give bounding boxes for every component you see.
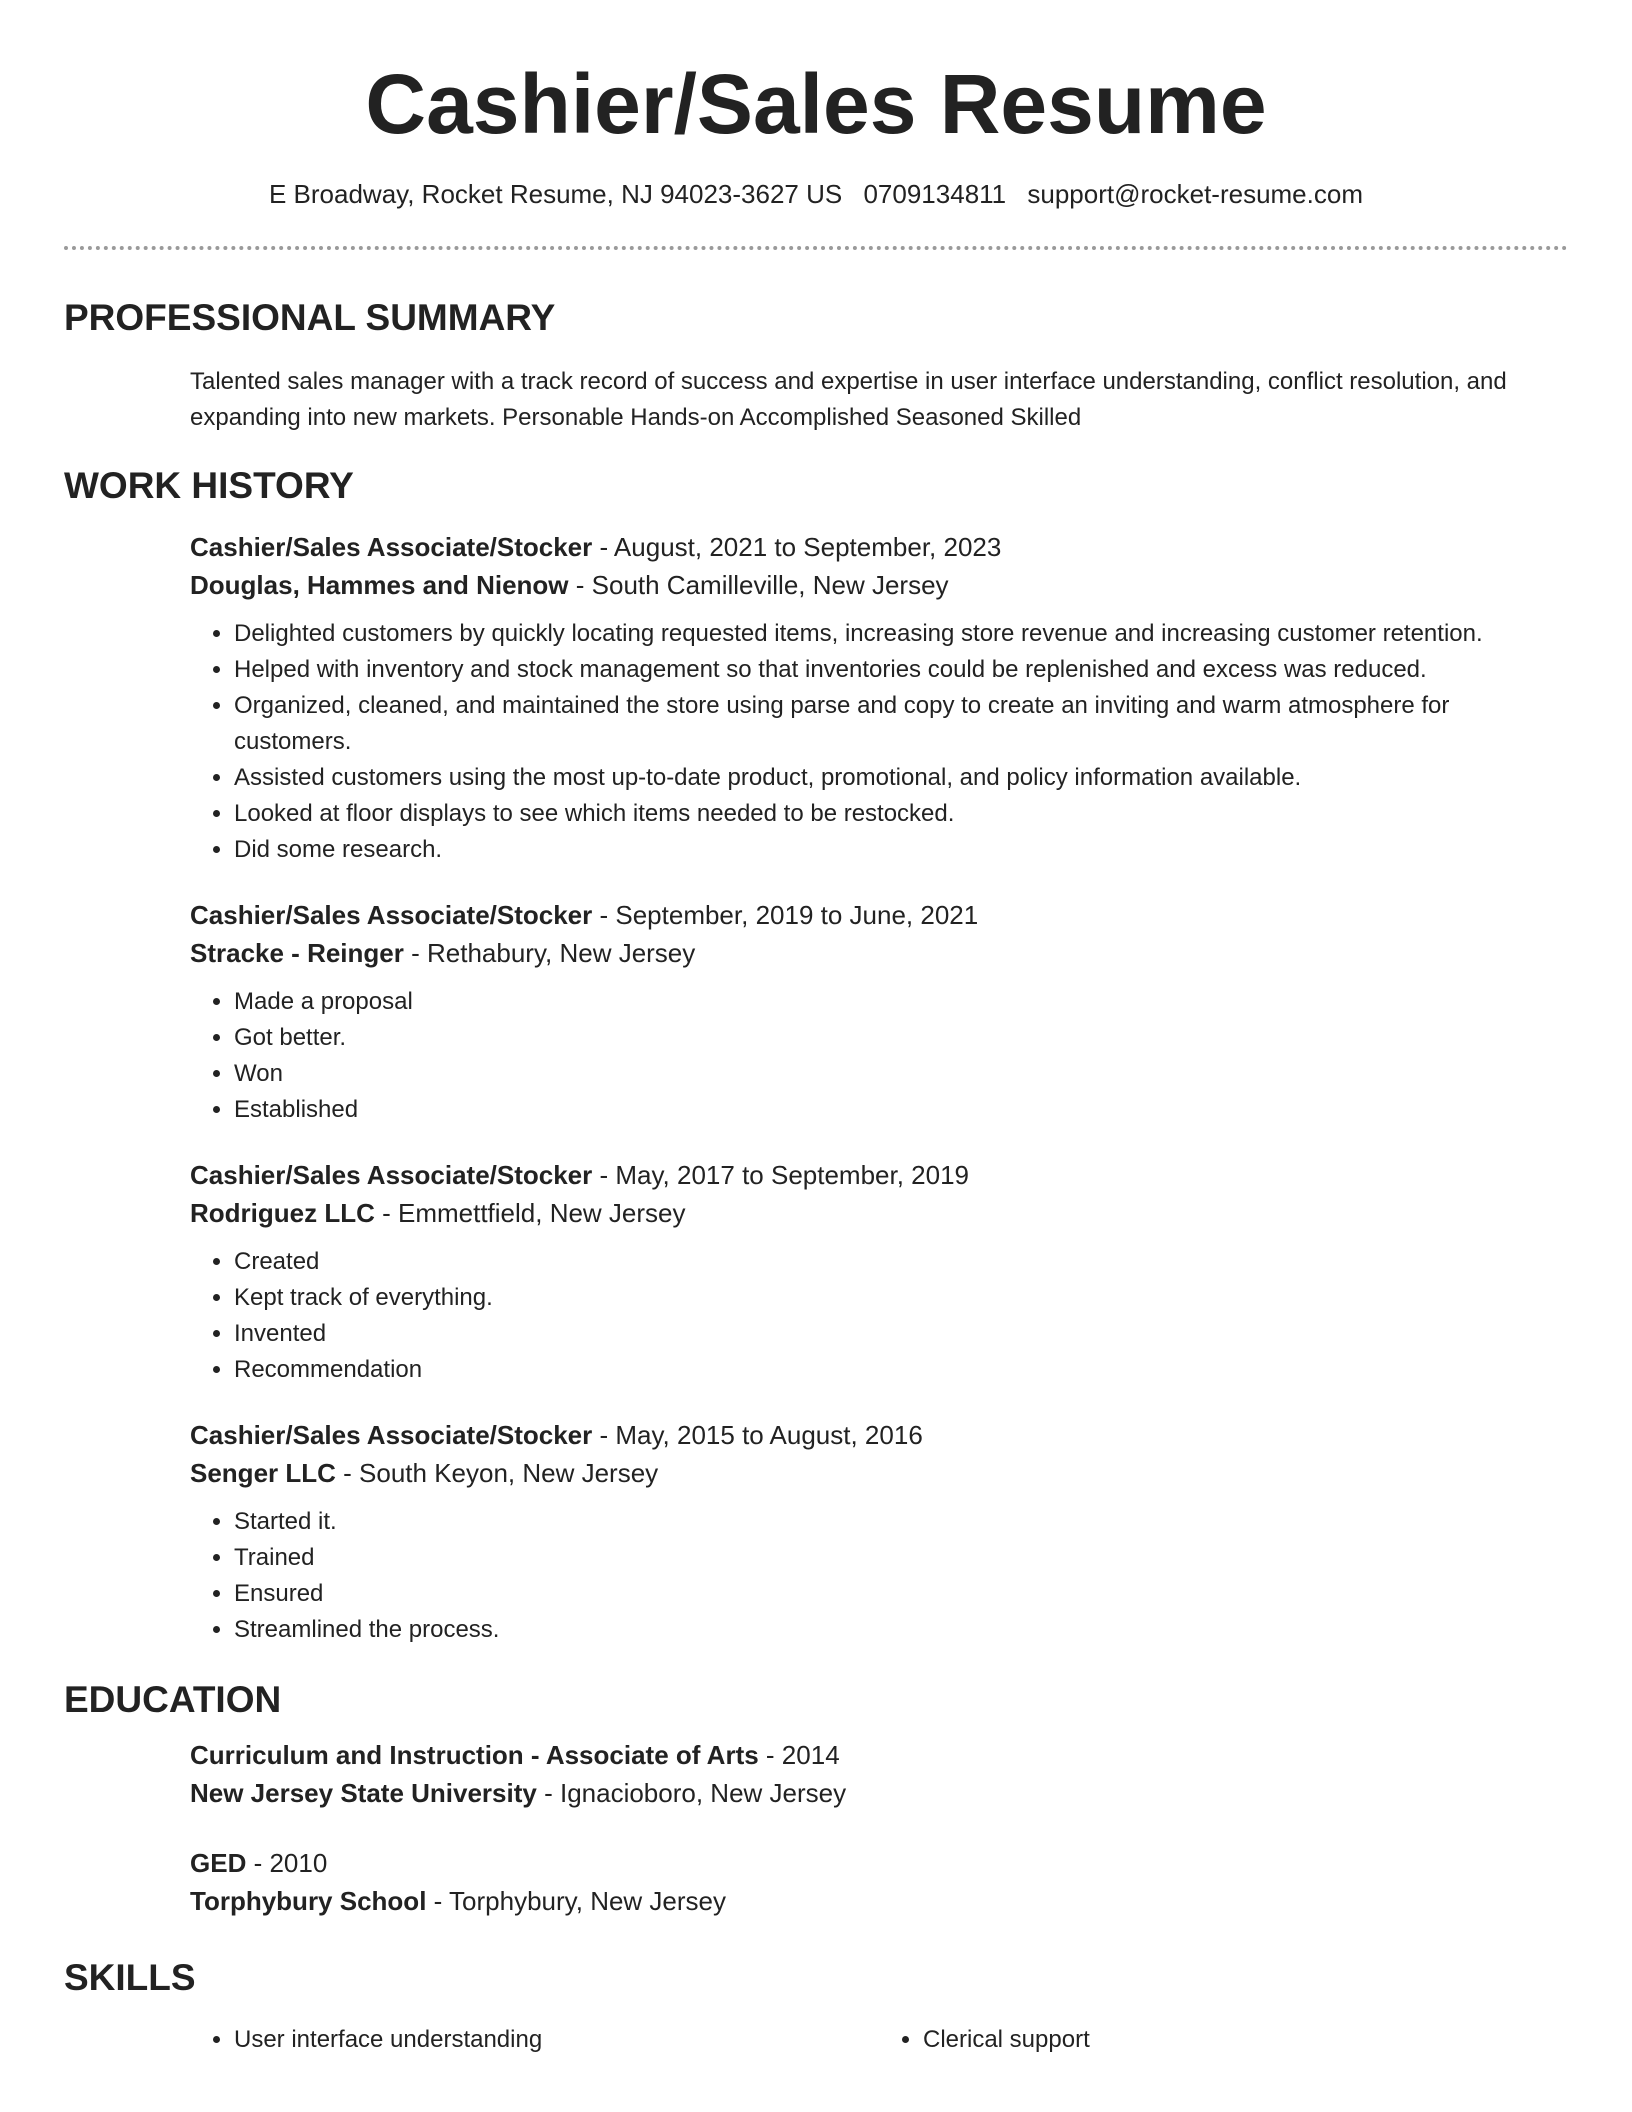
contact-phone: 0709134811 [863,179,1007,209]
education-entry [190,1844,1568,1920]
job-location: - South Keyon, New Jersey [335,1458,659,1488]
list-item: • Kept track of everything. [234,1280,1568,1316]
job-location: - Rethabury, New Jersey [403,938,696,968]
skills-column-left [190,2022,879,2058]
list-item: • Ensured [234,1576,1568,1612]
job-entry [190,896,1568,1128]
resume-title: Cashier/Sales Resume [365,57,1267,151]
job-company: Rodriguez LLC [190,1198,375,1228]
degree-line [190,1844,1568,1882]
job-bullets [190,1504,1568,1648]
job-title: Cashier/Sales Associate/Stocker [190,1420,593,1450]
list-item: • Helped with inventory and stock management so that inventories could be replenished and excess was reduced. [234,652,1568,688]
job-location: - South Camilleville, New Jersey [568,570,949,600]
skills-column-right [879,2022,1568,2058]
list-item: • Created [234,1244,1568,1280]
list-item: • Delighted customers by quickly locating requested items, increasing store revenue and increasing customer retention. [234,616,1568,652]
school-line [190,1774,1568,1812]
list-item: • Started it. [234,1504,1568,1540]
contact-line [64,174,1568,214]
list-item: • Made a proposal [234,984,1568,1020]
degree-year: - 2010 [246,1848,328,1878]
job-company-line [190,934,1568,972]
job-company-line [190,1454,1568,1492]
contact-address: E Broadway, Rocket Resume, NJ 94023-3627 US [268,179,843,209]
list-item: • Recommendation [234,1352,1568,1388]
education-heading: EDUCATION [64,1679,282,1720]
skills-list [190,2022,1568,2058]
skill-item: • User interface understanding [234,2022,879,2058]
school-line [190,1882,1568,1920]
job-entry [190,528,1568,868]
job-bullets [190,1244,1568,1388]
list-item: • Streamlined the process. [234,1612,1568,1648]
job-title-line [190,896,1568,934]
job-company: Douglas, Hammes and Nienow [190,570,569,600]
list-item: • Assisted customers using the most up-to-date product, promotional, and policy information available. [234,760,1568,796]
job-dates: - May, 2015 to August, 2016 [592,1420,923,1450]
list-item: • Organized, cleaned, and maintained the store using parse and copy to create an inviting and warm atmosphere for customers. [234,688,1568,760]
school-location: - Ignacioboro, New Jersey [536,1778,847,1808]
job-dates: - May, 2017 to September, 2019 [592,1160,970,1190]
job-company: Stracke - Reinger [190,938,404,968]
job-title-line [190,1156,1568,1194]
list-item: • Invented [234,1316,1568,1352]
job-bullets [190,984,1568,1128]
contact-email: support@rocket-resume.com [1027,179,1363,209]
job-bullets [190,616,1568,868]
list-item: • Looked at floor displays to see which items needed to be restocked. [234,796,1568,832]
job-dates: - August, 2021 to September, 2023 [592,532,1002,562]
degree: Curriculum and Instruction - Associate of Arts [190,1740,759,1770]
list-item: • Got better. [234,1020,1568,1056]
job-title: Cashier/Sales Associate/Stocker [190,532,593,562]
job-company-line [190,566,1568,604]
list-item: • Trained [234,1540,1568,1576]
job-dates: - September, 2019 to June, 2021 [592,900,979,930]
skill-item: • Clerical support [923,2022,1568,2058]
list-item: • Won [234,1056,1568,1092]
degree-year: - 2014 [758,1740,840,1770]
skills-heading: SKILLS [64,1957,196,1998]
resume-page [64,0,1568,2058]
school-location: - Torphybury, New Jersey [426,1886,727,1916]
job-title: Cashier/Sales Associate/Stocker [190,900,593,930]
header-divider [64,246,1568,250]
school: Torphybury School [190,1886,427,1916]
job-entry [190,1416,1568,1648]
job-company: Senger LLC [190,1458,336,1488]
list-item: • Established [234,1092,1568,1128]
work-history-heading: WORK HISTORY [64,465,354,506]
summary-heading: PROFESSIONAL SUMMARY [64,297,556,338]
list-item: • Did some research. [234,832,1568,868]
degree: GED [190,1848,247,1878]
job-title-line [190,1416,1568,1454]
job-entry [190,1156,1568,1388]
job-title: Cashier/Sales Associate/Stocker [190,1160,593,1190]
job-title-line [190,528,1568,566]
education-entry [190,1736,1568,1812]
job-company-line [190,1194,1568,1232]
school: New Jersey State University [190,1778,537,1808]
job-location: - Emmettfield, New Jersey [374,1198,686,1228]
degree-line [190,1736,1568,1774]
summary-text: Talented sales manager with a track record of success and expertise in user interface understanding, conflict resolution, and expanding into new markets. Personable Hands-on Accomplished Seasoned Skilled [190,368,1507,431]
